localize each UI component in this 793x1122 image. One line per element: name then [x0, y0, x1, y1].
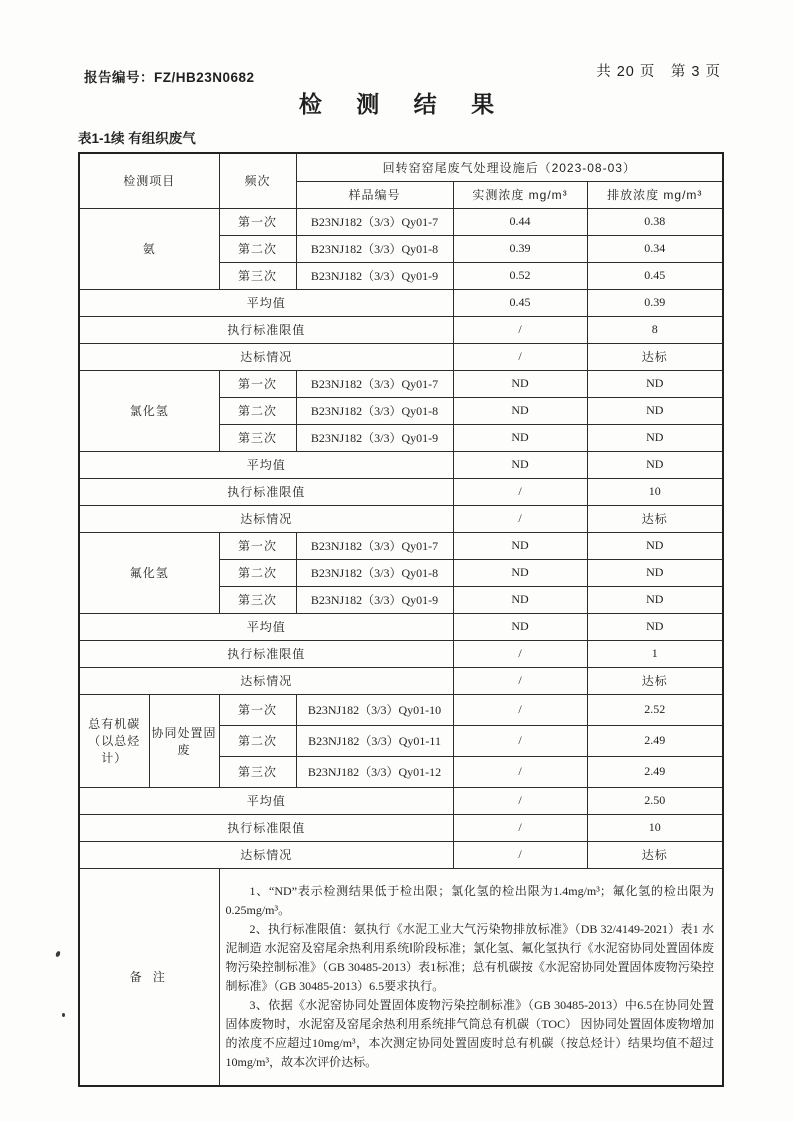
col-header-group: 回转窑窑尾废气处理设施后（2023-08-03） [296, 153, 723, 181]
cell-limit-emission: 10 [587, 814, 723, 841]
cell-frequency: 第三次 [219, 424, 296, 451]
cell-item: 氨 [79, 208, 219, 289]
remark-paragraph: 1、“ND”表示检测结果低于检出限；氯化氢的检出限为1.4mg/m³；氟化氢的检出限为0.25mg/m³。 [225, 883, 715, 917]
cell-frequency: 第三次 [219, 756, 296, 787]
col-header-measured: 实测浓度 mg/m³ [453, 181, 587, 208]
cell-frequency: 第二次 [219, 397, 296, 424]
cell-measured: / [453, 694, 587, 725]
cell-sample-no: B23NJ182（3/3）Qy01-9 [296, 424, 453, 451]
cell-compliance-emission: 达标 [587, 343, 723, 370]
page-title: 检 测 结 果 [298, 91, 509, 117]
cell-measured: / [453, 725, 587, 756]
limit-row [79, 316, 723, 343]
col-header-item: 检测项目 [79, 153, 219, 208]
cell-measured: ND [453, 397, 587, 424]
cell-sample-no: B23NJ182（3/3）Qy01-8 [296, 559, 453, 586]
cell-limit-label: 执行标准限值 [79, 640, 453, 667]
cell-average-measured: ND [453, 451, 587, 478]
cell-limit-label: 执行标准限值 [79, 478, 453, 505]
cell-limit-measured: / [453, 316, 587, 343]
cell-item: 氯化氢 [79, 370, 219, 451]
average-row [79, 787, 723, 814]
remark-paragraph: 2、执行标准限值：氨执行《水泥工业大气污染物排放标准》（DB 32/4149-2021）表1 水泥制造 水泥窑及窑尾余热利用系统Ⅰ阶段标准；氯化氢、氟化氢执行《水泥窑协同处置固体废物污染控制标准》（GB 30485-2013）表1标准；总有机碳按《水泥窑协同处置固体废物污染控制标准》（GB 30485-2013）6.5要求执行。 [225, 921, 715, 993]
cell-item: 总有机碳（以总烃计） [79, 694, 149, 787]
cell-compliance-emission: 达标 [587, 505, 723, 532]
cell-emission: ND [587, 397, 723, 424]
remark-label: 备 注 [79, 868, 219, 1086]
col-header-frequency: 频次 [219, 153, 296, 208]
cell-measured: ND [453, 424, 587, 451]
cell-sample-no: B23NJ182（3/3）Qy01-7 [296, 370, 453, 397]
cell-measured: ND [453, 559, 587, 586]
cell-frequency: 第二次 [219, 559, 296, 586]
cell-limit-emission: 8 [587, 316, 723, 343]
cell-emission: ND [587, 559, 723, 586]
cell-emission: 2.52 [587, 694, 723, 725]
cell-average-emission: 2.50 [587, 787, 723, 814]
cell-limit-measured: / [453, 478, 587, 505]
remark-paragraph: 3、依据《水泥窑协同处置固体废物污染控制标准》（GB 30485-2013）中6.5在协同处置固体废物时，水泥窑及窑尾余热利用系统排气筒总有机碳（TOC） 因协同处置固体废物增加的浓度不应超过10mg/m³，本次测定协同处置固废时总有机碳（按总烃计）结果均值不超过10mg/m³，故本次评价达标。 [225, 997, 715, 1069]
cell-frequency: 第一次 [219, 532, 296, 559]
ink-speck [55, 950, 61, 957]
cell-measured: 0.44 [453, 208, 587, 235]
cell-emission: 0.38 [587, 208, 723, 235]
cell-limit-label: 执行标准限值 [79, 316, 453, 343]
average-row [79, 613, 723, 640]
limit-row [79, 814, 723, 841]
cell-measured: ND [453, 586, 587, 613]
cell-limit-emission: 10 [587, 478, 723, 505]
compliance-row [79, 343, 723, 370]
cell-sample-no: B23NJ182（3/3）Qy01-9 [296, 586, 453, 613]
cell-emission: ND [587, 424, 723, 451]
cell-sample-no: B23NJ182（3/3）Qy01-9 [296, 262, 453, 289]
cell-average-emission: ND [587, 613, 723, 640]
cell-limit-label: 执行标准限值 [79, 814, 453, 841]
cell-average-emission: 0.39 [587, 289, 723, 316]
table-row [79, 370, 723, 397]
cell-frequency: 第一次 [219, 694, 296, 725]
cell-emission: 2.49 [587, 725, 723, 756]
cell-measured: 0.52 [453, 262, 587, 289]
cell-average-label: 平均值 [79, 451, 453, 478]
cell-item-condition: 协同处置固废 [149, 694, 219, 787]
col-header-sample-no: 样品编号 [296, 181, 453, 208]
limit-row [79, 640, 723, 667]
compliance-row [79, 667, 723, 694]
cell-measured: / [453, 756, 587, 787]
cell-emission: 0.34 [587, 235, 723, 262]
cell-frequency: 第三次 [219, 586, 296, 613]
cell-frequency: 第三次 [219, 262, 296, 289]
cell-emission: 0.45 [587, 262, 723, 289]
table-row [79, 532, 723, 559]
cell-average-measured: / [453, 787, 587, 814]
cell-sample-no: B23NJ182（3/3）Qy01-7 [296, 208, 453, 235]
cell-compliance-measured: / [453, 841, 587, 868]
cell-measured: 0.39 [453, 235, 587, 262]
table-row [79, 694, 723, 725]
cell-average-measured: ND [453, 613, 587, 640]
cell-compliance-measured: / [453, 667, 587, 694]
table-header-row [79, 153, 723, 181]
cell-frequency: 第二次 [219, 235, 296, 262]
cell-sample-no: B23NJ182（3/3）Qy01-8 [296, 397, 453, 424]
cell-compliance-emission: 达标 [587, 667, 723, 694]
remark-body [219, 868, 723, 1086]
cell-emission: ND [587, 532, 723, 559]
report-number-label: 报告编号： [84, 70, 154, 85]
cell-emission: ND [587, 586, 723, 613]
cell-compliance-emission: 达标 [587, 841, 723, 868]
cell-sample-no: B23NJ182（3/3）Qy01-12 [296, 756, 453, 787]
table-row [79, 208, 723, 235]
cell-compliance-label: 达标情况 [79, 841, 453, 868]
page-counter: 共 20 页 第 3 页 [596, 64, 721, 80]
cell-sample-no: B23NJ182（3/3）Qy01-11 [296, 725, 453, 756]
remark-row [79, 868, 723, 1086]
cell-average-measured: 0.45 [453, 289, 587, 316]
col-header-emission: 排放浓度 mg/m³ [587, 181, 723, 208]
cell-compliance-label: 达标情况 [79, 505, 453, 532]
cell-limit-emission: 1 [587, 640, 723, 667]
cell-average-label: 平均值 [79, 289, 453, 316]
cell-compliance-label: 达标情况 [79, 667, 453, 694]
report-number [84, 66, 255, 86]
cell-compliance-measured: / [453, 505, 587, 532]
average-row [79, 451, 723, 478]
cell-compliance-measured: / [453, 343, 587, 370]
average-row [79, 289, 723, 316]
cell-measured: ND [453, 370, 587, 397]
cell-average-label: 平均值 [79, 613, 453, 640]
cell-sample-no: B23NJ182（3/3）Qy01-7 [296, 532, 453, 559]
cell-average-label: 平均值 [79, 787, 453, 814]
cell-sample-no: B23NJ182（3/3）Qy01-8 [296, 235, 453, 262]
cell-average-emission: ND [587, 451, 723, 478]
cell-emission: ND [587, 370, 723, 397]
cell-frequency: 第二次 [219, 725, 296, 756]
cell-frequency: 第一次 [219, 370, 296, 397]
table-caption: 表1-1续 有组织废气 [78, 131, 196, 146]
report-number-value: FZ/HB23N0682 [154, 70, 255, 85]
results-table [78, 152, 724, 1087]
cell-limit-measured: / [453, 814, 587, 841]
compliance-row [79, 505, 723, 532]
cell-frequency: 第一次 [219, 208, 296, 235]
cell-measured: ND [453, 532, 587, 559]
cell-compliance-label: 达标情况 [79, 343, 453, 370]
cell-emission: 2.49 [587, 756, 723, 787]
cell-item: 氟化氢 [79, 532, 219, 613]
limit-row [79, 478, 723, 505]
compliance-row [79, 841, 723, 868]
cell-sample-no: B23NJ182（3/3）Qy01-10 [296, 694, 453, 725]
ink-speck [62, 1013, 65, 1017]
cell-limit-measured: / [453, 640, 587, 667]
